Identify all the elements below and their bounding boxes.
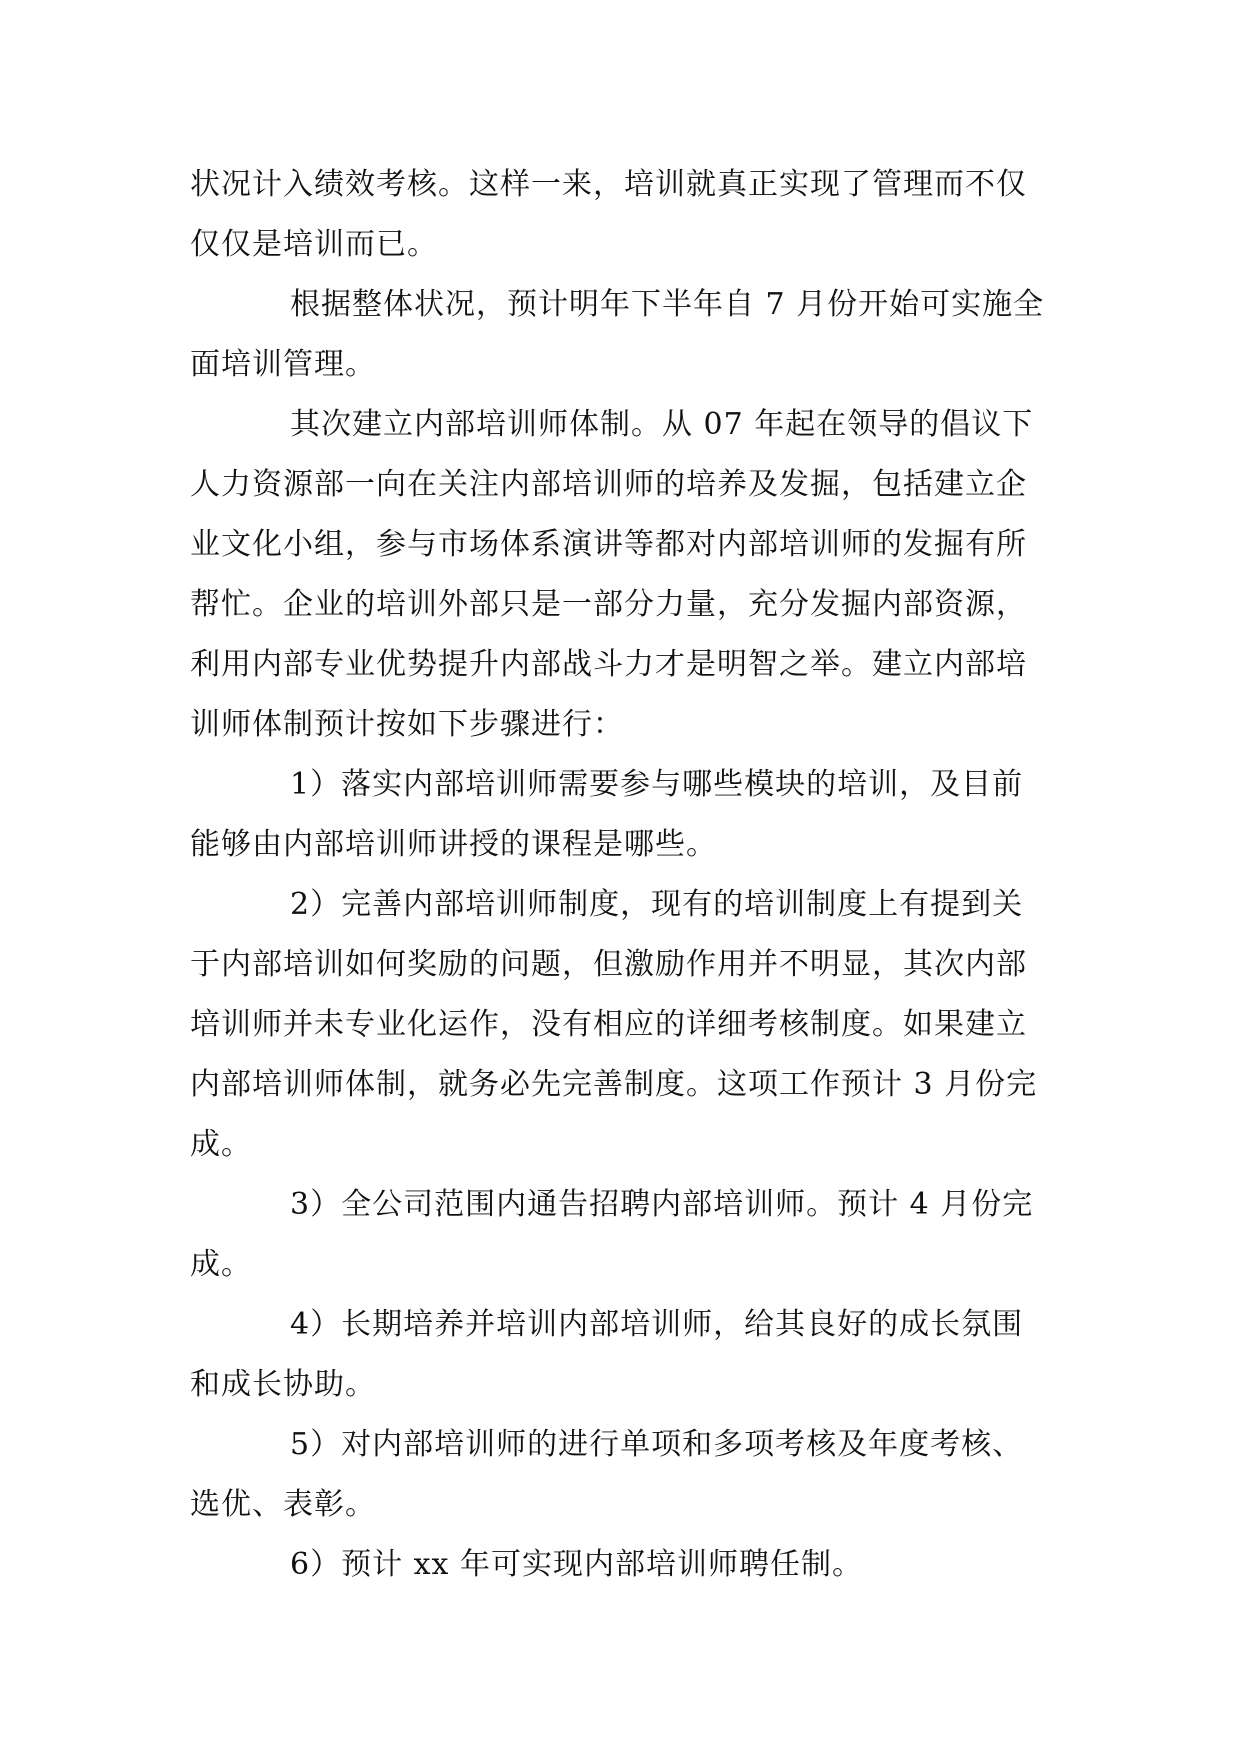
step-1: 1）落实内部培训师需要参与哪些模块的培训，及目前能够由内部培训师讲授的课程是哪些。 [190,767,1024,862]
step-2: 2）完善内部培训师制度，现有的培训制度上有提到关于内部培训如何奖励的问题，但激励作用并不明显，其次内部培训师并未专业化运作，没有相应的详细考核制度。如果建立内部培训师体制，就务必先完善制度。这项工作预计 3 月份完成。 [190,887,1038,1162]
step-4: 4）长期培养并培训内部培训师，给其良好的成长氛围和成长协助。 [190,1307,1024,1402]
paragraph-1: 状况计入绩效考核。这样一来，培训就真正实现了管理而不仅仅仅是培训而已。 [190,167,1027,262]
paragraph-3: 其次建立内部培训师体制。从 07 年起在领导的倡议下人力资源部一向在关注内部培训师的培养及发掘，包括建立企业文化小组，参与市场体系演讲等都对内部培训师的发掘有所帮忙。企业的培训外部只是一部分力量，充分发掘内部资源，利用内部专业优势提升内部战斗力才是明智之举。建立内部培训师体制预计按如下步骤进行： [190,407,1034,742]
step-3: 3）全公司范围内通告招聘内部培训师。预计 4 月份完成。 [190,1187,1034,1282]
document-body [190,155,1052,1595]
step-6: 6）预计 xx 年可实现内部培训师聘任制。 [290,1547,863,1582]
paragraph-2: 根据整体状况，预计明年下半年自 7 月份开始可实施全面培训管理。 [190,287,1045,382]
step-5: 5）对内部培训师的进行单项和多项考核及年度考核、选优、表彰。 [190,1427,1024,1522]
